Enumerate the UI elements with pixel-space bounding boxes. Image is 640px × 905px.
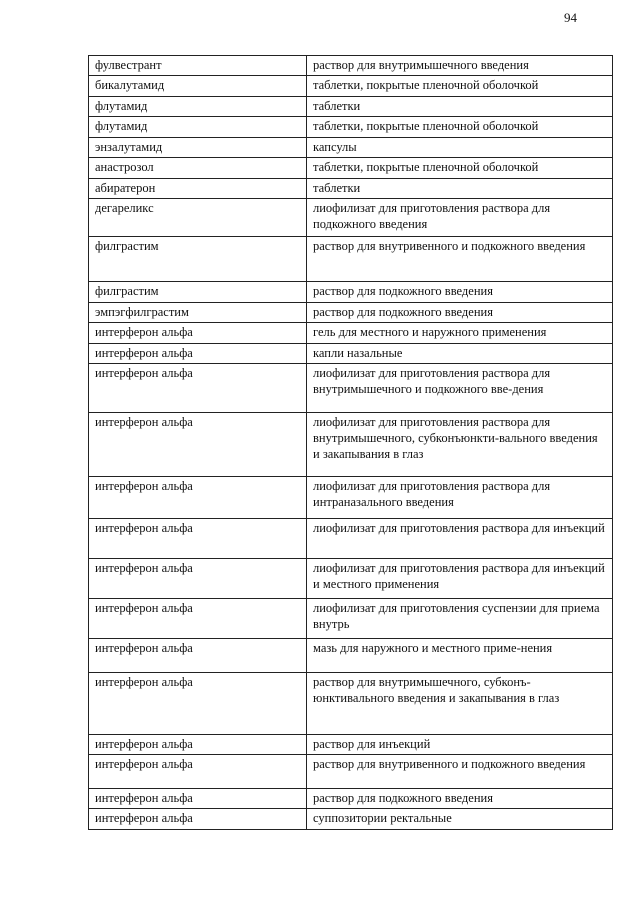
table-row — [89, 76, 613, 97]
drug-name-cell: интерферон альфа — [89, 673, 307, 735]
drug-name-cell: флутамид — [89, 97, 307, 117]
table-row — [89, 599, 613, 639]
dosage-form-cell: раствор для подкожного введения — [307, 303, 613, 323]
drug-name-cell: интерферон альфа — [89, 364, 307, 413]
dosage-form-cell: лиофилизат для приготовления раствора для подкожного введения — [307, 199, 613, 237]
drug-name-cell: филграстим — [89, 237, 307, 282]
table-row — [89, 755, 613, 789]
table-row — [89, 179, 613, 199]
drug-name-cell: дегареликс — [89, 199, 307, 237]
table-row — [89, 323, 613, 344]
dosage-form-cell: таблетки, покрытые пленочной оболочкой — [307, 76, 613, 97]
drug-name-cell: интерферон альфа — [89, 809, 307, 830]
table-row — [89, 97, 613, 117]
drug-name-cell: интерферон альфа — [89, 735, 307, 755]
table-row — [89, 673, 613, 735]
drug-table — [88, 55, 613, 830]
table-row — [89, 303, 613, 323]
drug-name-cell: интерферон альфа — [89, 413, 307, 477]
dosage-form-cell: таблетки, покрытые пленочной оболочкой — [307, 158, 613, 179]
dosage-form-cell: раствор для подкожного введения — [307, 282, 613, 303]
drug-name-cell: энзалутамид — [89, 138, 307, 158]
dosage-form-cell: раствор для внутримышечного введения — [307, 56, 613, 76]
table-row — [89, 519, 613, 559]
drug-name-cell: абиратерон — [89, 179, 307, 199]
dosage-form-cell: капли назальные — [307, 344, 613, 364]
table-row — [89, 477, 613, 519]
table-row — [89, 138, 613, 158]
drug-name-cell: бикалутамид — [89, 76, 307, 97]
drug-name-cell: интерферон альфа — [89, 639, 307, 673]
drug-name-cell: эмпэгфилграстим — [89, 303, 307, 323]
table-row — [89, 364, 613, 413]
dosage-form-cell: капсулы — [307, 138, 613, 158]
dosage-form-cell: раствор для инъекций — [307, 735, 613, 755]
drug-name-cell: интерферон альфа — [89, 323, 307, 344]
table-row — [89, 282, 613, 303]
table-row — [89, 735, 613, 755]
drug-name-cell: интерферон альфа — [89, 477, 307, 519]
dosage-form-cell: раствор для внутримышечного, субконъ-юнктивального введения и закапывания в глаз — [307, 673, 613, 735]
dosage-form-cell: раствор для внутривенного и подкожного введения — [307, 237, 613, 282]
dosage-form-cell: таблетки, покрытые пленочной оболочкой — [307, 117, 613, 138]
table-row — [89, 199, 613, 237]
dosage-form-cell: таблетки — [307, 179, 613, 199]
drug-name-cell: анастрозол — [89, 158, 307, 179]
dosage-form-cell: лиофилизат для приготовления раствора для интраназального введения — [307, 477, 613, 519]
dosage-form-cell: лиофилизат для приготовления суспензии для приема внутрь — [307, 599, 613, 639]
drug-name-cell: флутамид — [89, 117, 307, 138]
drug-name-cell: филграстим — [89, 282, 307, 303]
drug-name-cell: фулвестрант — [89, 56, 307, 76]
drug-name-cell: интерферон альфа — [89, 755, 307, 789]
table-row — [89, 344, 613, 364]
table-row — [89, 789, 613, 809]
drug-rows — [89, 56, 613, 830]
dosage-form-cell: лиофилизат для приготовления раствора для инъекций — [307, 519, 613, 559]
dosage-form-cell: лиофилизат для приготовления раствора для внутримышечного и подкожного вве-дения — [307, 364, 613, 413]
dosage-form-cell: таблетки — [307, 97, 613, 117]
table-row — [89, 809, 613, 830]
drug-name-cell: интерферон альфа — [89, 519, 307, 559]
table-row — [89, 559, 613, 599]
table-row — [89, 237, 613, 282]
drug-name-cell: интерферон альфа — [89, 559, 307, 599]
table-row — [89, 56, 613, 76]
dosage-form-cell: раствор для внутривенного и подкожного введения — [307, 755, 613, 789]
table-row — [89, 639, 613, 673]
dosage-form-cell: лиофилизат для приготовления раствора для внутримышечного, субконъюнкти-вального введения и закапывания в глаз — [307, 413, 613, 477]
drug-name-cell: интерферон альфа — [89, 344, 307, 364]
table-row — [89, 158, 613, 179]
table-row — [89, 117, 613, 138]
dosage-form-cell: лиофилизат для приготовления раствора для инъекций и местного применения — [307, 559, 613, 599]
dosage-form-cell: раствор для подкожного введения — [307, 789, 613, 809]
dosage-form-cell: мазь для наружного и местного приме-нения — [307, 639, 613, 673]
dosage-form-cell: суппозитории ректальные — [307, 809, 613, 830]
table-row — [89, 413, 613, 477]
dosage-form-cell: гель для местного и наружного применения — [307, 323, 613, 344]
drug-name-cell: интерферон альфа — [89, 599, 307, 639]
drug-name-cell: интерферон альфа — [89, 789, 307, 809]
page-number: 94 — [564, 10, 577, 25]
